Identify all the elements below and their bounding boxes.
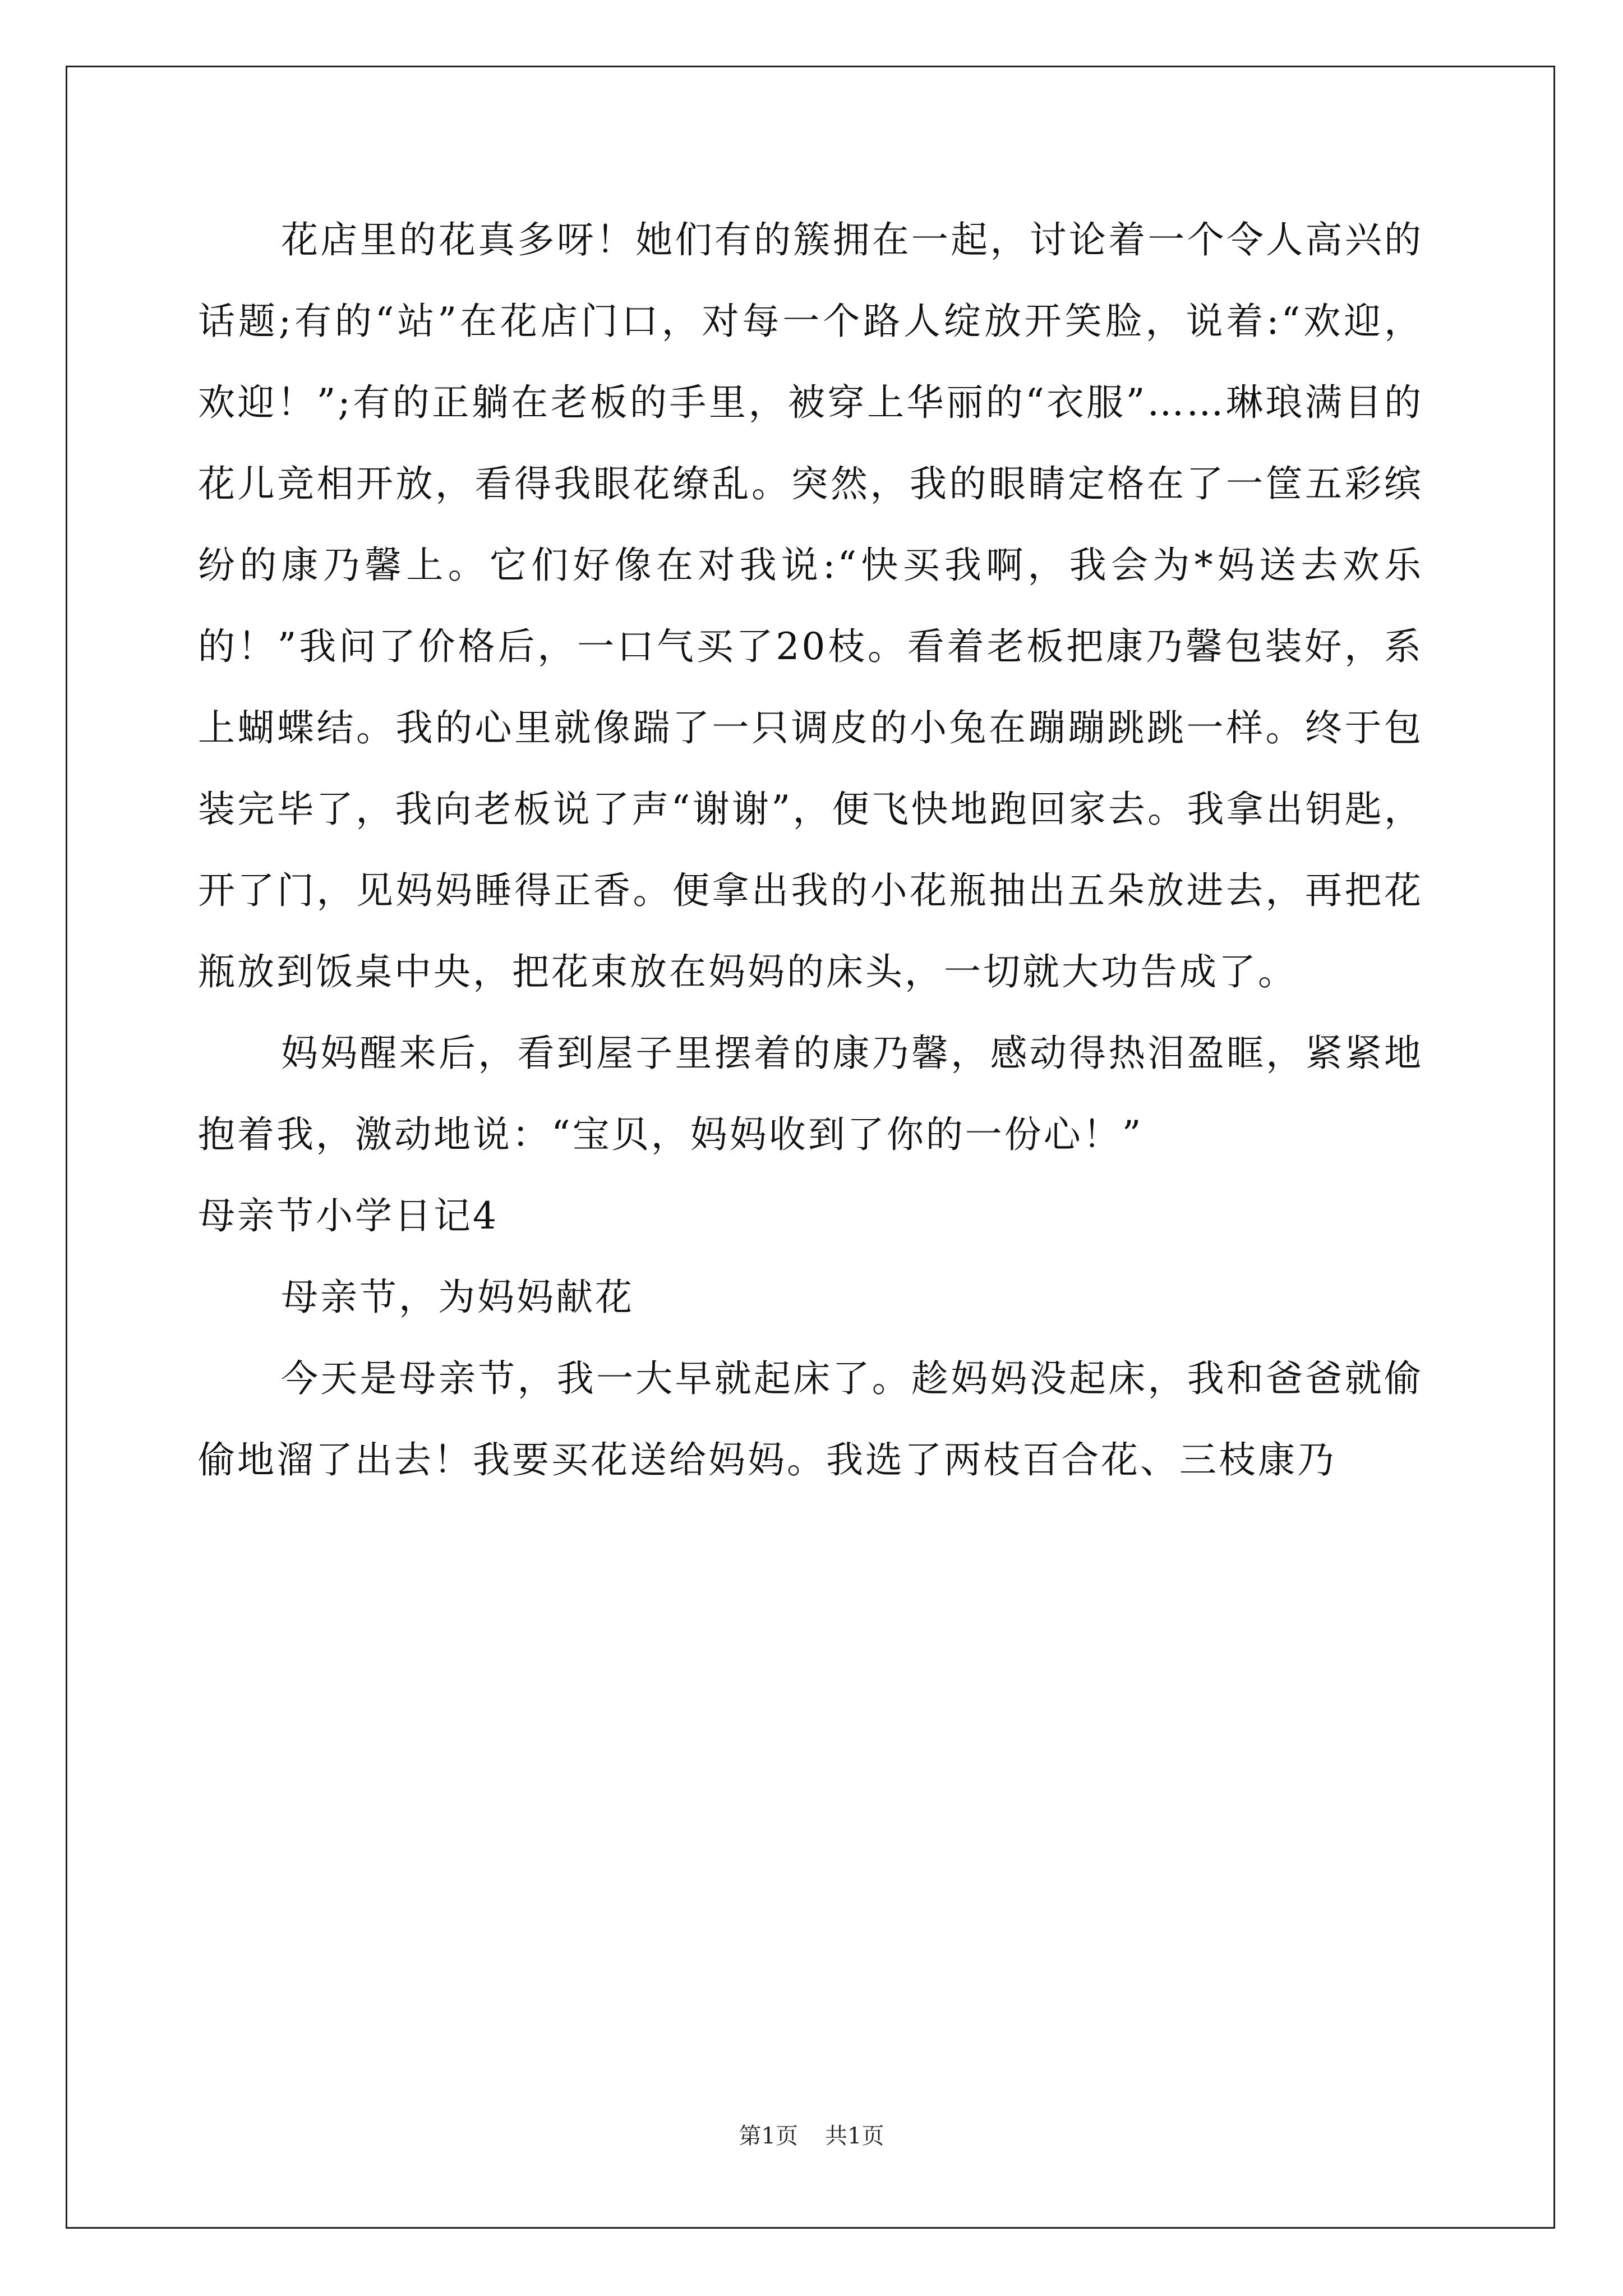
document-body <box>198 199 1423 1501</box>
diary-heading: 母亲节小学日记4 <box>198 1194 499 1237</box>
diary-subtitle: 母亲节，为妈妈献花 <box>281 1276 634 1319</box>
paragraph-flower-shop: 花店里的花真多呀！她们有的簇拥在一起，讨论着一个令人高兴的话题;有的“站”在花店门口，对每一个路人绽放开笑脸，说着:“欢迎，欢迎！”;有的正躺在老板的手里，被穿上华丽的“衣服”……琳琅满目的花儿竞相开放，看得我眼花缭乱。突然，我的眼睛定格在了一筐五彩缤纷的康乃馨上。它们好像在对我说:“快买我啊，我会为*妈送去欢乐的！”我问了价格后，一口气买了20枝。看着老板把康乃馨包装好，系上蝴蝶结。我的心里就像踹了一只调皮的小兔在蹦蹦跳跳一样。终于包装完毕了，我向老板说了声“谢谢”，便飞快地跑回家去。我拿出钥匙，开了门，见妈妈睡得正香。便拿出我的小花瓶抽出五朵放进去，再把花瓶放到饭桌中央，把花束放在妈妈的床头，一切就大功告成了。 <box>198 218 1423 993</box>
page-footer <box>0 2122 1623 2150</box>
page-number: 第1页 <box>739 2123 798 2149</box>
paragraph-mothers-day: 今天是母亲节，我一大早就起床了。趁妈妈没起床，我和爸爸就偷偷地溜了出去！我要买花送给妈妈。我选了两枝百合花、三枝康乃 <box>198 1357 1423 1481</box>
paragraph-mother-wakes: 妈妈醒来后，看到屋子里摆着的康乃馨，感动得热泪盈眶，紧紧地抱着我，激动地说：“宝贝，妈妈收到了你的一份心！” <box>198 1032 1423 1156</box>
page-total: 共1页 <box>825 2123 884 2149</box>
